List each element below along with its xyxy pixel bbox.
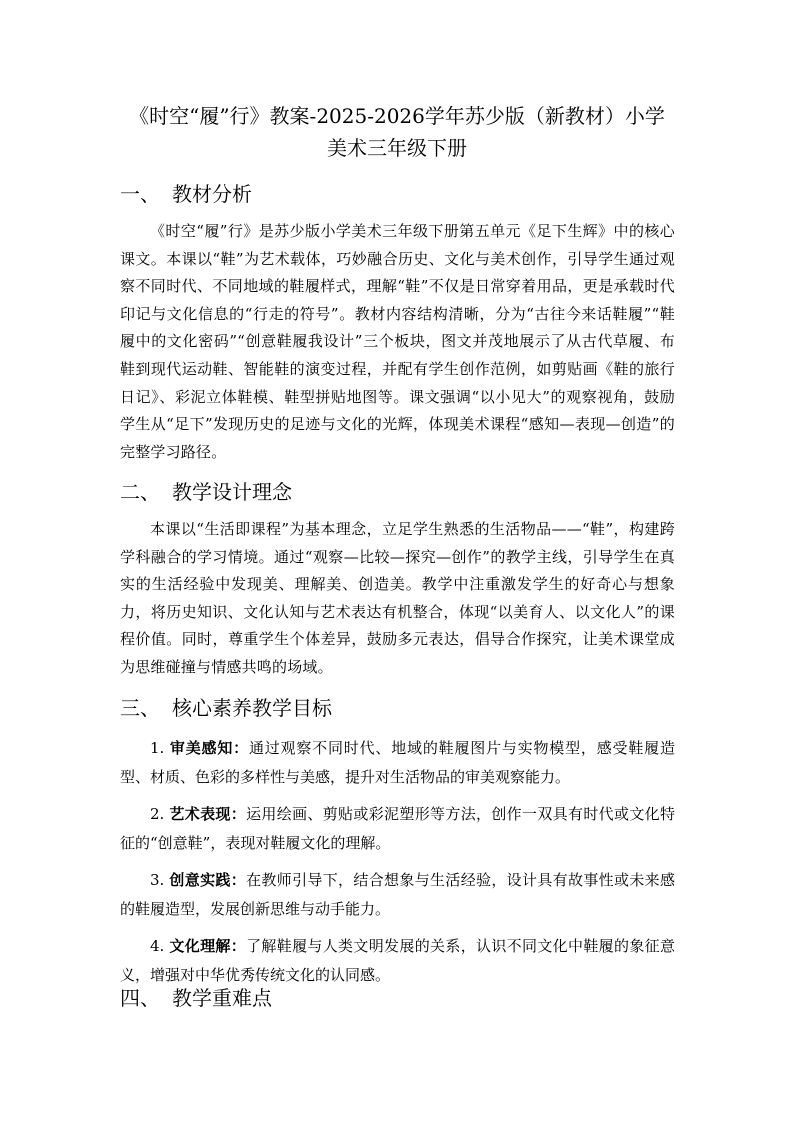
goal-item-aesthetic	[120, 734, 675, 792]
section-key-difficulties	[120, 984, 675, 1012]
title-line-1: 《时空“履”行》教案-2025-2026学年苏少版（新教材）小学	[129, 104, 665, 128]
section-design-philosophy	[120, 478, 675, 682]
section-title: 教学设计理念	[172, 480, 292, 504]
title-line-2: 美术三年级下册	[327, 136, 467, 160]
section-heading	[120, 694, 675, 722]
section-number: 三、	[120, 696, 160, 720]
goal-text: 运用绘画、剪贴或彩泥塑形等方法，创作一双具有时代或文化特征的“创意鞋”，表现对鞋履文化的理解。	[120, 805, 675, 852]
section-number: 二、	[120, 480, 160, 504]
section-heading	[120, 984, 675, 1012]
section-title: 核心素养教学目标	[172, 696, 332, 720]
section-heading	[120, 180, 675, 208]
goal-label: 创意实践：	[169, 871, 247, 889]
goal-item-practice	[120, 866, 675, 924]
goal-label: 艺术表现：	[169, 805, 247, 823]
goal-text: 在教师引导下，结合想象与生活经验，设计具有故事性或未来感的鞋履造型，发展创新思维与动手能力。	[120, 871, 675, 918]
section-title: 教材分析	[172, 182, 252, 206]
section-core-goals	[120, 694, 675, 998]
section-heading	[120, 478, 675, 506]
goal-item-expression	[120, 800, 675, 858]
goal-item-culture	[120, 932, 675, 990]
section-number: 四、	[120, 986, 160, 1010]
section-textbook-analysis	[120, 180, 675, 466]
goal-index: 3.	[150, 871, 165, 889]
goal-text: 通过观察不同时代、地域的鞋履图片与实物模型，感受鞋履造型、材质、色彩的多样性与美感，提升对生活物品的审美观察能力。	[120, 739, 675, 786]
goal-label: 文化理解：	[169, 937, 247, 955]
goal-index: 1.	[150, 739, 165, 757]
section-title: 教学重难点	[172, 986, 272, 1010]
section-paragraph: 本课以“生活即课程”为基本理念，立足学生熟悉的生活物品——“鞋”，构建跨学科融合的学习情境。通过“观察—比较—探究—创作”的教学主线，引导学生在真实的生活经验中发现美、理解美、创造美。教学中注重激发学生的好奇心与想象力，将历史知识、文化认知与艺术表达有机整合，体现“以美育人、以文化人”的课程价值。同时，尊重学生个体差异，鼓励多元表达，倡导合作探究，让美术课堂成为思维碰撞与情感共鸣的场域。	[120, 520, 675, 676]
goal-index: 2.	[150, 805, 165, 823]
goal-index: 4.	[150, 937, 165, 955]
goal-label: 审美感知：	[169, 739, 249, 757]
section-number: 一、	[120, 182, 160, 206]
document-title	[100, 100, 694, 164]
section-paragraph: 《时空“履”行》是苏少版小学美术三年级下册第五单元《足下生辉》中的核心课文。本课以“鞋”为艺术载体，巧妙融合历史、文化与美术创作，引导学生通过观察不同时代、不同地域的鞋履样式，理解“鞋”不仅是日常穿着用品，更是承载时代印记与文化信息的“行走的符号”。教材内容结构清晰，分为“古往今来话鞋履”“鞋履中的文化密码”“创意鞋履我设计”三个板块，图文并茂地展示了从古代草履、布鞋到现代运动鞋、智能鞋的演变过程，并配有学生创作范例，如剪贴画《鞋的旅行日记》、彩泥立体鞋模、鞋型拼贴地图等。课文强调“以小见大”的观察视角，鼓励学生从“足下”发现历史的足迹与文化的光辉，体现美术课程“感知—表现—创造”的完整学习路径。	[120, 222, 675, 461]
goal-text: 了解鞋履与人类文明发展的关系，认识不同文化中鞋履的象征意义，增强对中华优秀传统文化的认同感。	[120, 937, 675, 984]
